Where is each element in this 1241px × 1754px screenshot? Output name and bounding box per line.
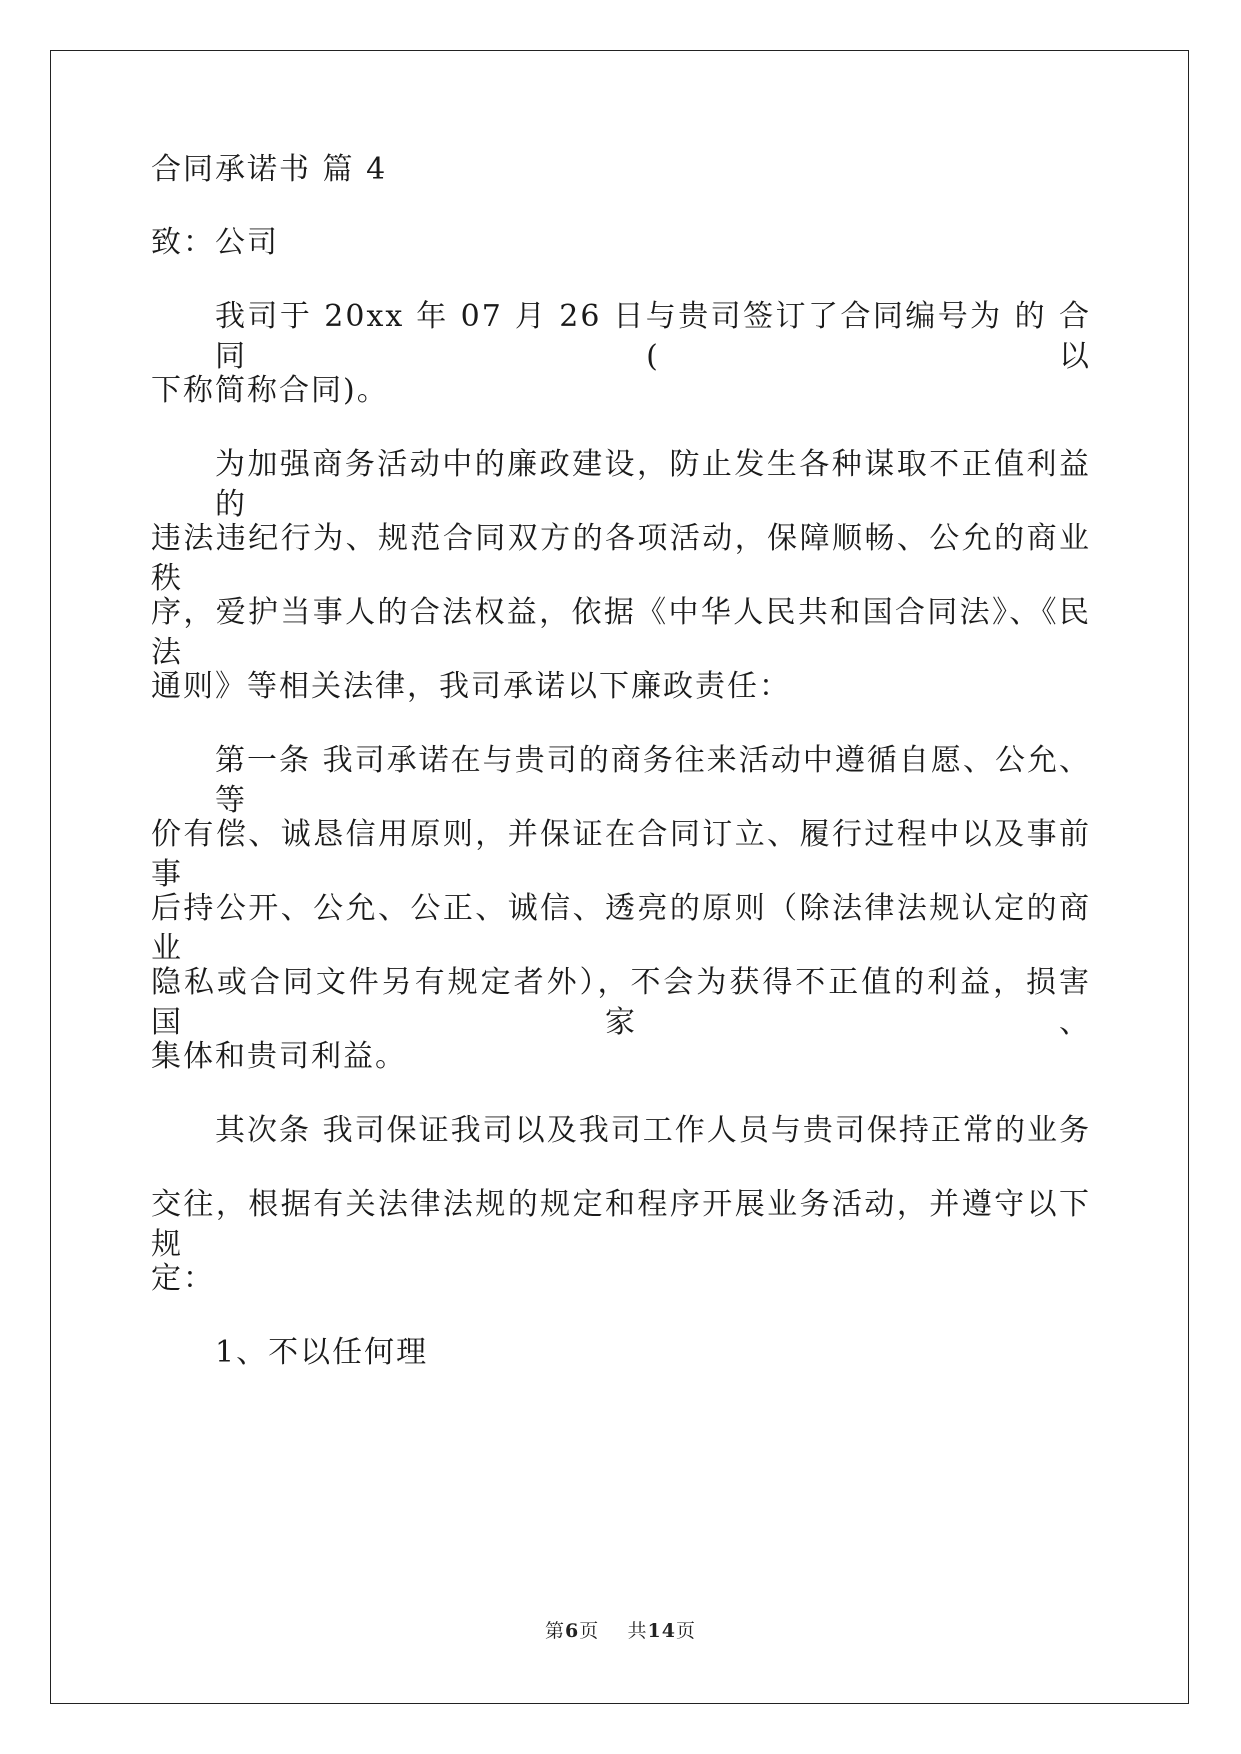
- footer-current-page: 6: [565, 1620, 580, 1642]
- document-title: 合同承诺书 篇 4: [151, 152, 388, 187]
- paragraph-1-line-2: 下称简称合同)。: [151, 373, 389, 408]
- paragraph-5-line-1: 1、不以任何理: [215, 1335, 429, 1370]
- paragraph-2-line-4: 通则》等相关法律，我司承诺以下廉政责任：: [151, 669, 791, 704]
- paragraph-3-line-4: 隐私或合同文件另有规定者外），不会为获得不正值的利益，损害国家、: [151, 965, 1091, 1040]
- footer-total-pages: 14: [647, 1620, 676, 1642]
- paragraph-3-line-1: 第一条 我司承诺在与贵司的商务往来活动中遵循自愿、公允、等: [215, 743, 1091, 818]
- page-footer: [0, 1616, 1241, 1643]
- footer-page-unit: 页: [579, 1620, 600, 1642]
- footer-prefix: 第: [545, 1620, 566, 1642]
- paragraph-1-line-1: 我司于 20xx 年 07 月 26 日与贵司签订了合同编号为 的 合同(以: [215, 299, 1091, 374]
- paragraph-3-line-2: 价有偿、诚恳信用原则，并保证在合同订立、履行过程中以及事前事: [151, 817, 1091, 892]
- paragraph-2-line-1: 为加强商务活动中的廉政建设，防止发生各种谋取不正值利益的: [215, 447, 1091, 522]
- footer-total-unit: 页: [675, 1620, 696, 1642]
- paragraph-4-line-3: 定：: [151, 1261, 215, 1296]
- footer-total-prefix: 共: [627, 1620, 648, 1642]
- paragraph-4-line-2: 交往，根据有关法律法规的规定和程序开展业务活动，并遵守以下规: [151, 1187, 1091, 1262]
- paragraph-4-line-1: 其次条 我司保证我司以及我司工作人员与贵司保持正常的业务: [215, 1113, 1091, 1148]
- salutation: 致：公司: [151, 225, 279, 260]
- paragraph-2-line-2: 违法违纪行为、规范合同双方的各项活动，保障顺畅、公允的商业秩: [151, 521, 1091, 596]
- paragraph-3-line-3: 后持公开、公允、公正、诚信、透亮的原则（除法律法规认定的商业: [151, 891, 1091, 966]
- paragraph-2-line-3: 序，爱护当事人的合法权益，依据《中华人民共和国合同法》、《民法: [151, 595, 1091, 670]
- paragraph-3-line-5: 集体和贵司利益。: [151, 1039, 407, 1074]
